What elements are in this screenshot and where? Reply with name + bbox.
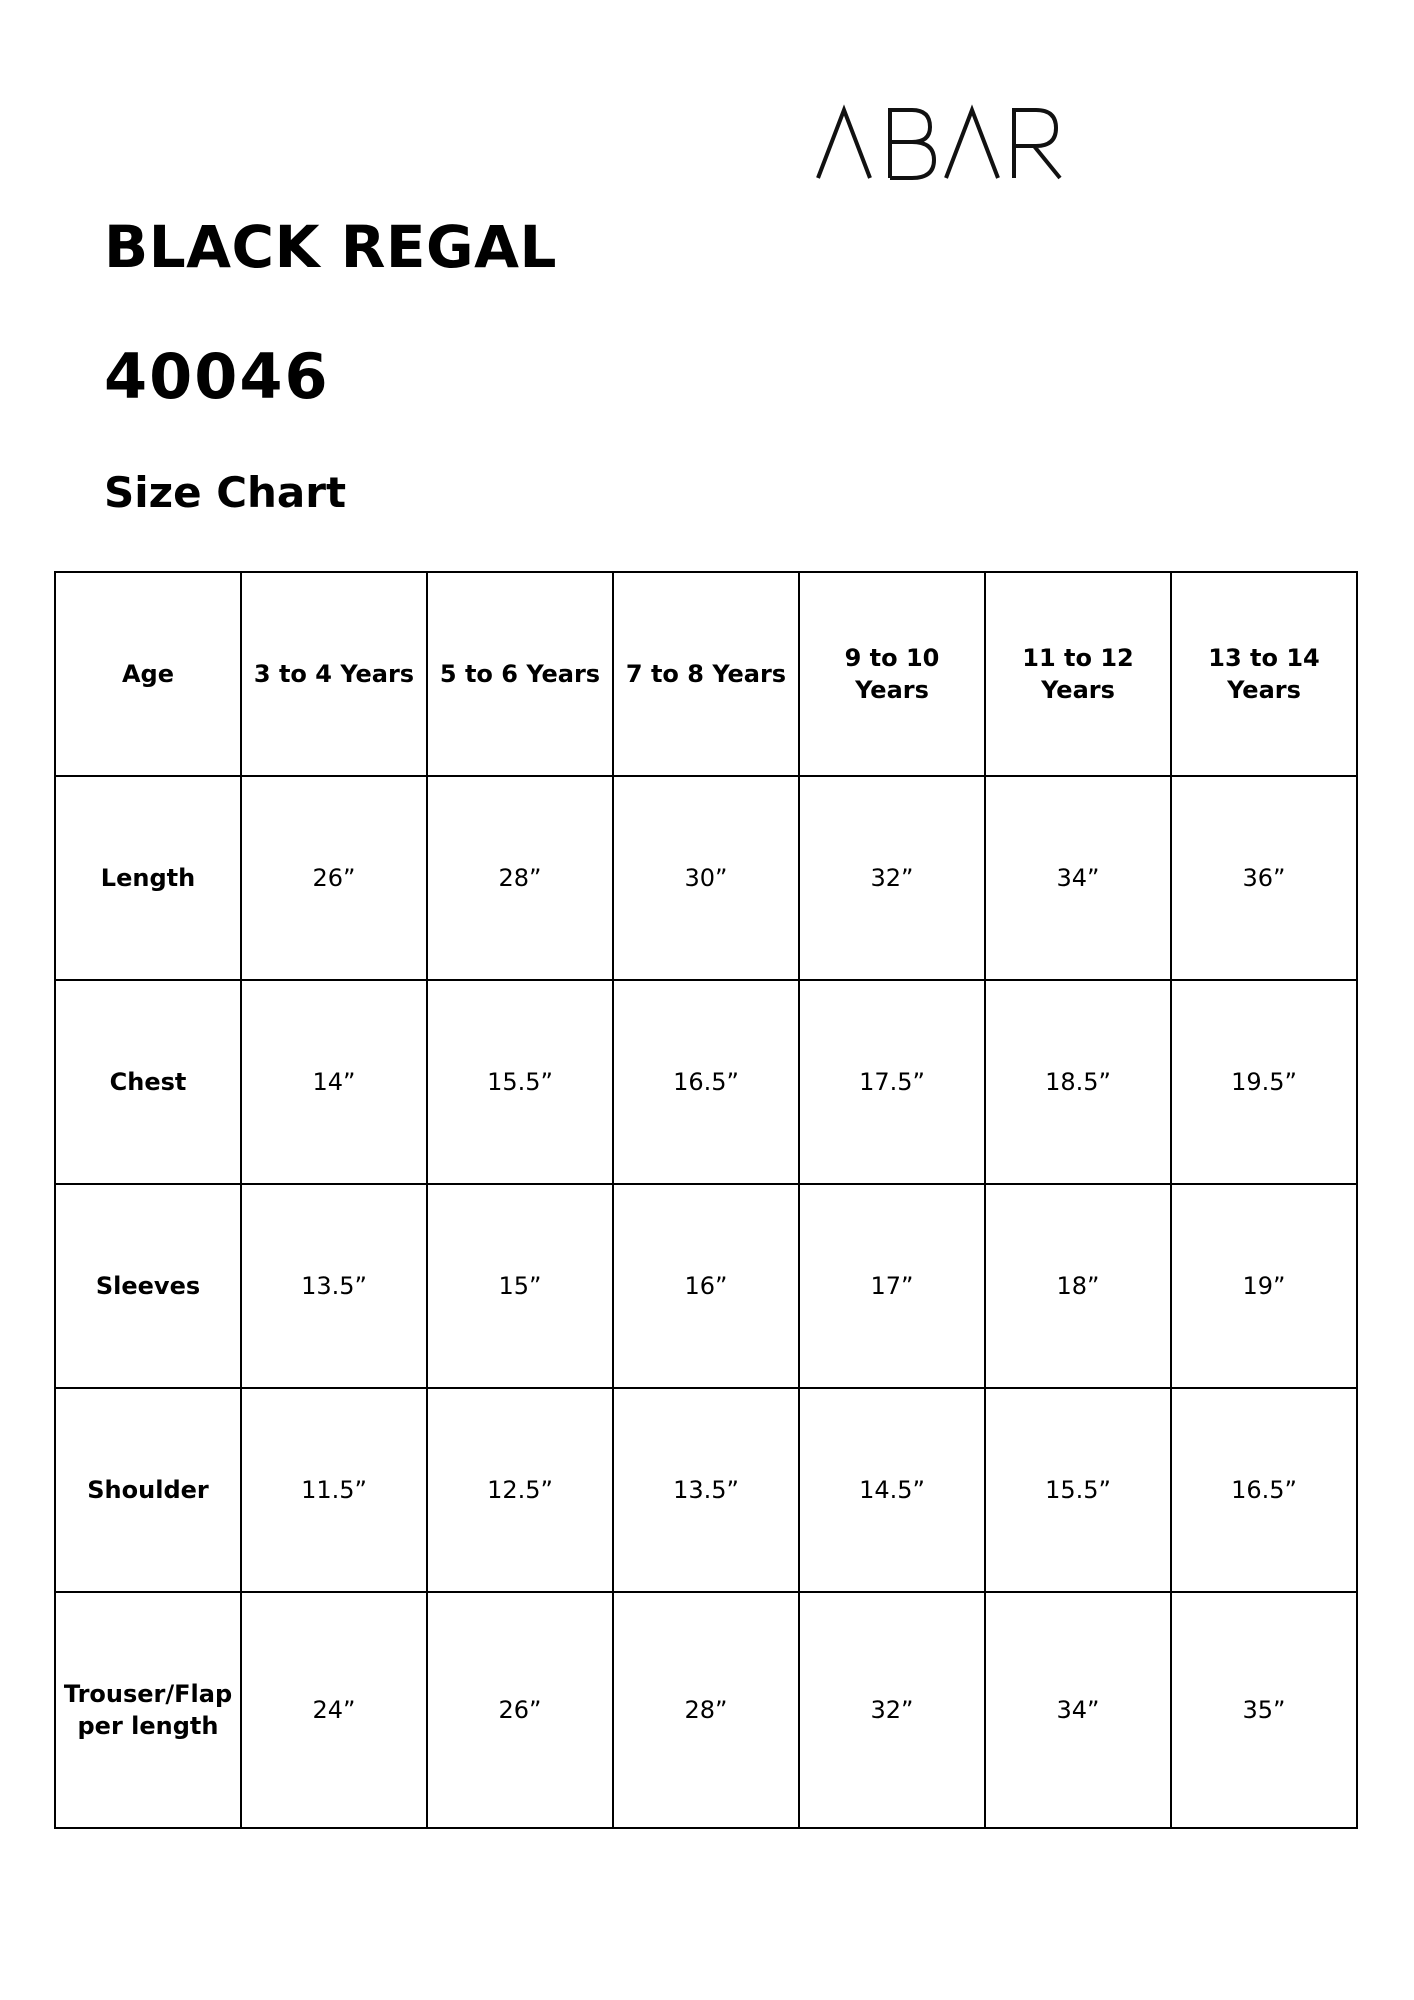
table-cell: 30” <box>613 776 799 980</box>
table-cell: 15.5” <box>427 980 613 1184</box>
header-cell: 9 to 10 Years <box>799 572 985 776</box>
product-code: 40046 <box>104 340 330 413</box>
header-cell: 5 to 6 Years <box>427 572 613 776</box>
table-row-shoulder <box>55 1388 1357 1592</box>
abar-logo-icon <box>816 104 1062 182</box>
header-cell: 3 to 4 Years <box>241 572 427 776</box>
table-cell: 16.5” <box>1171 1388 1357 1592</box>
table-cell: 11.5” <box>241 1388 427 1592</box>
product-name: BLACK REGAL <box>104 213 557 281</box>
table-cell: 17.5” <box>799 980 985 1184</box>
table-cell: 13.5” <box>241 1184 427 1388</box>
row-label: Shoulder <box>55 1388 241 1592</box>
table-cell: 15.5” <box>985 1388 1171 1592</box>
table-cell: 26” <box>427 1592 613 1828</box>
table-cell: 18” <box>985 1184 1171 1388</box>
table-cell: 14” <box>241 980 427 1184</box>
table-row-sleeves <box>55 1184 1357 1388</box>
header-age: Age <box>55 572 241 776</box>
table-cell: 35” <box>1171 1592 1357 1828</box>
table-cell: 12.5” <box>427 1388 613 1592</box>
table-cell: 32” <box>799 1592 985 1828</box>
section-title: Size Chart <box>104 468 347 517</box>
table-cell: 14.5” <box>799 1388 985 1592</box>
table-cell: 19.5” <box>1171 980 1357 1184</box>
table-cell: 15” <box>427 1184 613 1388</box>
table-cell: 19” <box>1171 1184 1357 1388</box>
table-row-trouser <box>55 1592 1357 1828</box>
table-cell: 36” <box>1171 776 1357 980</box>
header-cell: 13 to 14 Years <box>1171 572 1357 776</box>
row-label: Length <box>55 776 241 980</box>
table-cell: 34” <box>985 1592 1171 1828</box>
table-header-row <box>55 572 1357 776</box>
row-label: Sleeves <box>55 1184 241 1388</box>
table-cell: 26” <box>241 776 427 980</box>
table-cell: 32” <box>799 776 985 980</box>
table-row-chest <box>55 980 1357 1184</box>
table-cell: 16” <box>613 1184 799 1388</box>
table-row-length <box>55 776 1357 980</box>
header-cell: 11 to 12 Years <box>985 572 1171 776</box>
table-cell: 28” <box>427 776 613 980</box>
brand-logo <box>816 104 1062 182</box>
size-chart-table <box>54 571 1358 1829</box>
table-cell: 28” <box>613 1592 799 1828</box>
table-cell: 13.5” <box>613 1388 799 1592</box>
row-label: Chest <box>55 980 241 1184</box>
table-cell: 24” <box>241 1592 427 1828</box>
table-cell: 18.5” <box>985 980 1171 1184</box>
table-cell: 17” <box>799 1184 985 1388</box>
row-label: Trouser/Flap per length <box>55 1592 241 1828</box>
table-cell: 16.5” <box>613 980 799 1184</box>
table-cell: 34” <box>985 776 1171 980</box>
header-cell: 7 to 8 Years <box>613 572 799 776</box>
